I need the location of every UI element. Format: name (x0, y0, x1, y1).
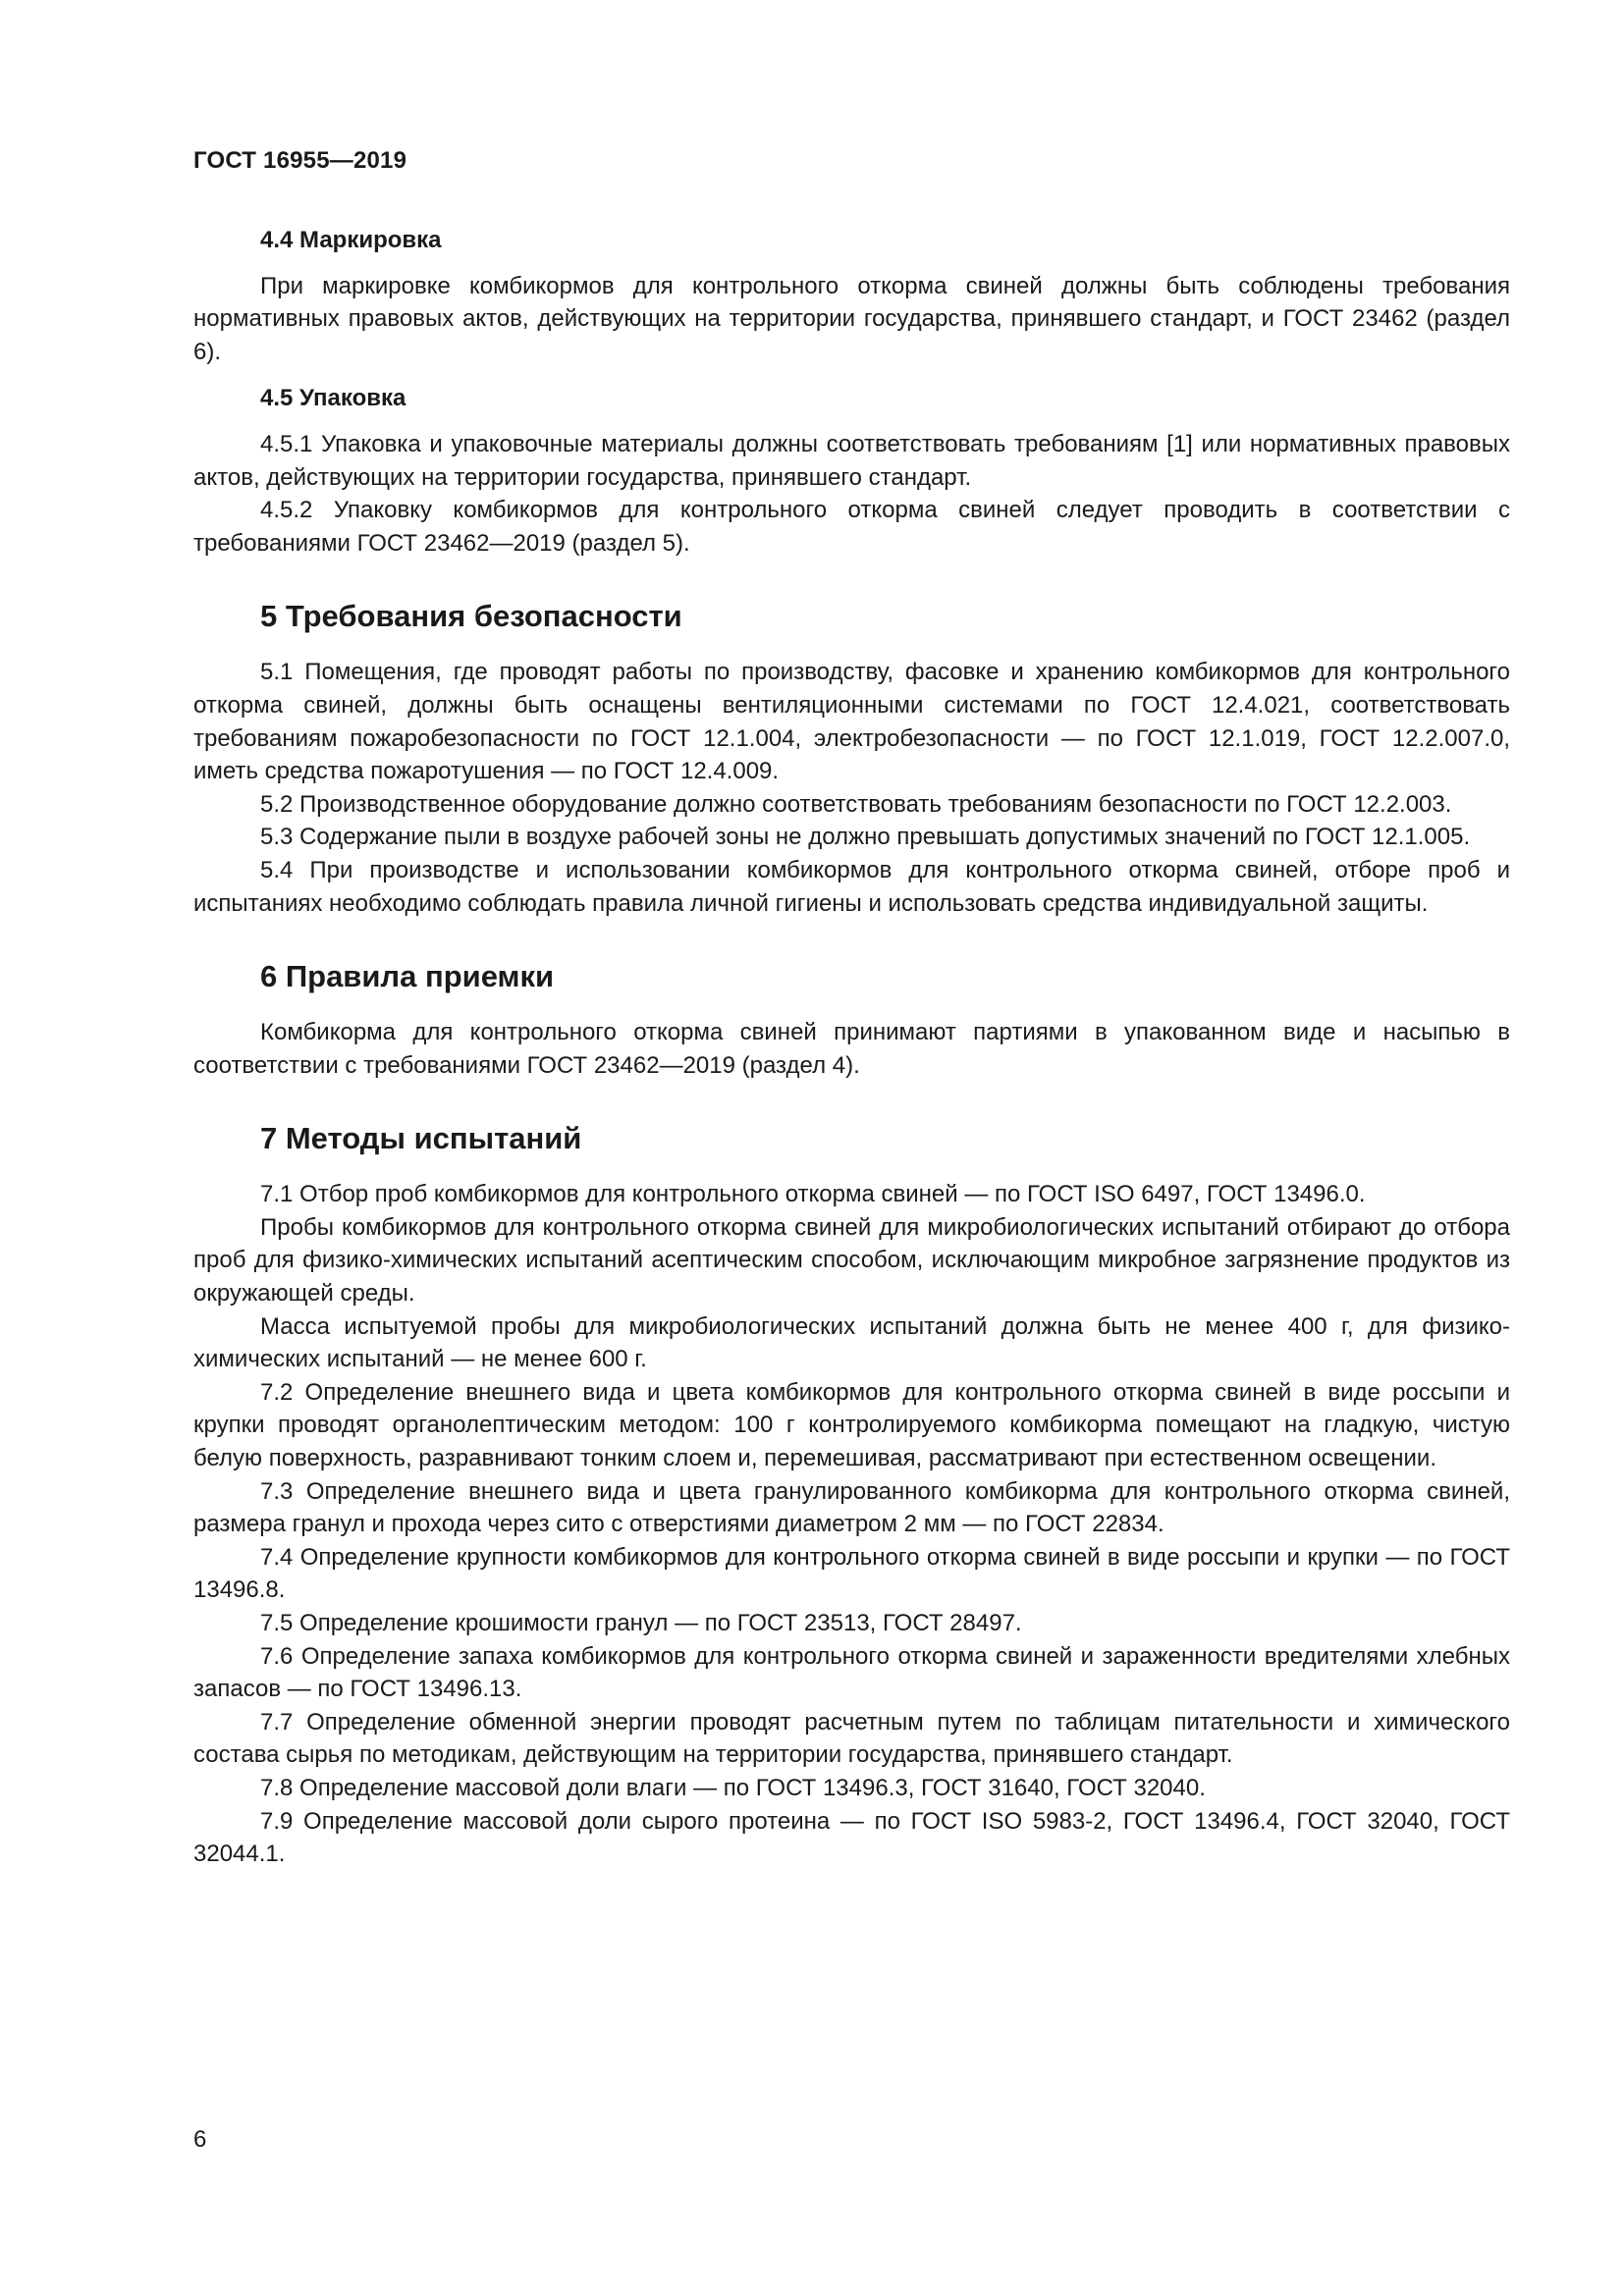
section-title-6: 6 Правила приемки (260, 959, 555, 994)
paragraph-5-2: 5.2 Производственное оборудование должно соответствовать требованиям безопасности по ГОСТ 12.2.003. (260, 790, 1452, 818)
paragraph-7-5: 7.5 Определение крошимости гранул — по ГОСТ 23513, ГОСТ 28497. (260, 1610, 1022, 1636)
paragraph-4-5-1: 4.5.1 Упаковка и упаковочные материалы должны соответствовать требованиям [1] или нормативных правовых актов, действующих на территории государства, принявшего стандарт. (193, 430, 1510, 491)
paragraph-5-3: 5.3 Содержание пыли в воздухе рабочей зоны не должно превышать допустимых значений по ГОСТ 12.1.005. (260, 824, 1471, 851)
page-number: 6 (193, 2126, 207, 2153)
subsection-title-4-5: 4.5 Упаковка (260, 385, 406, 412)
section-title-7: 7 Методы испытаний (260, 1121, 582, 1156)
paragraph-7-4: 7.4 Определение крупности комбикормов для контрольного откорма свиней в виде россыпи и крупки — по ГОСТ 13496.8. (193, 1543, 1510, 1604)
subsection-title-4-4: 4.4 Маркировка (260, 227, 442, 253)
paragraph-7-7: 7.7 Определение обменной энергии проводят расчетным путем по таблицам питательности и химического состава сырья по методикам, действующим на территории государства, принявшего стандарт. (193, 1708, 1510, 1769)
paragraph-7-9: 7.9 Определение массовой доли сырого протеина — по ГОСТ ISO 5983-2, ГОСТ 13496.4, ГОСТ 32040, ГОСТ 32044.1. (193, 1807, 1510, 1868)
section-title-5: 5 Требования безопасности (260, 599, 682, 634)
paragraph-5-4: 5.4 При производстве и использовании комбикормов для контрольного откорма свиней, отборе проб и испытаниях необходимо соблюдать правила личной гигиены и использовать средства индивидуальной защиты. (193, 856, 1510, 917)
paragraph-7-6: 7.6 Определение запаха комбикормов для контрольного откорма свиней и зараженности вредителями хлебных запасов — по ГОСТ 13496.13. (193, 1642, 1510, 1703)
paragraph-7-8: 7.8 Определение массовой доли влаги — по ГОСТ 13496.3, ГОСТ 31640, ГОСТ 32040. (260, 1774, 1206, 1801)
paragraph-4-5-2: 4.5.2 Упаковку комбикормов для контрольного откорма свиней следует проводить в соответствии с требованиями ГОСТ 23462—2019 (раздел 5). (193, 497, 1510, 557)
document-body (193, 224, 1510, 1871)
paragraph-7-1-mass: Масса испытуемой пробы для микробиологических испытаний должна быть не менее 400 г, для физико-химических испытаний — не менее 600 г. (193, 1312, 1510, 1373)
paragraph-7-3: 7.3 Определение внешнего вида и цвета гранулированного комбикорма для контрольного откорма свиней, размера гранул и прохода через сито с отверстиями диаметром 2 мм — по ГОСТ 22834. (193, 1477, 1510, 1538)
paragraph-5-1: 5.1 Помещения, где проводят работы по производству, фасовке и хранению комбикормов для контрольного откорма свиней, должны быть оснащены вентиляционными системами по ГОСТ 12.4.021, соответствовать требованиям пожаробезопасности по ГОСТ 12.1.004, электробезопасности — по ГОСТ 12.1.019, ГОСТ 12.2.007.0, иметь средства пожаротушения — по ГОСТ 12.4.009. (193, 659, 1510, 785)
paragraph-6: Комбикорма для контрольного откорма свиней принимают партиями в упакованном виде и насыпью в соответствии с требованиями ГОСТ 23462—2019 (раздел 4). (193, 1019, 1510, 1079)
paragraph-7-2: 7.2 Определение внешнего вида и цвета комбикормов для контрольного откорма свиней в виде россыпи и крупки проводят органолептическим методом: 100 г контролируемого комбикорма помещают на гладкую, чистую белую поверхность, разравнивают тонким слоем и, перемешивая, рассматривают при естественном освещении. (193, 1378, 1510, 1472)
document-code-header: ГОСТ 16955—2019 (193, 147, 407, 174)
paragraph-7-1: 7.1 Отбор проб комбикормов для контрольного откорма свиней — по ГОСТ ISO 6497, ГОСТ 13496.0. (260, 1181, 1366, 1208)
paragraph-7-1-samples: Пробы комбикормов для контрольного откорма свиней для микробиологических испытаний отбирают до отбора проб для физико-химических испытаний асептическим способом, исключающим микробное загрязнение продуктов из окружающей среды. (193, 1213, 1510, 1308)
paragraph-4-4: При маркировке комбикормов для контрольного откорма свиней должны быть соблюдены требования нормативных правовых актов, действующих на территории государства, принявшего стандарт, и ГОСТ 23462 (раздел 6). (193, 272, 1510, 365)
